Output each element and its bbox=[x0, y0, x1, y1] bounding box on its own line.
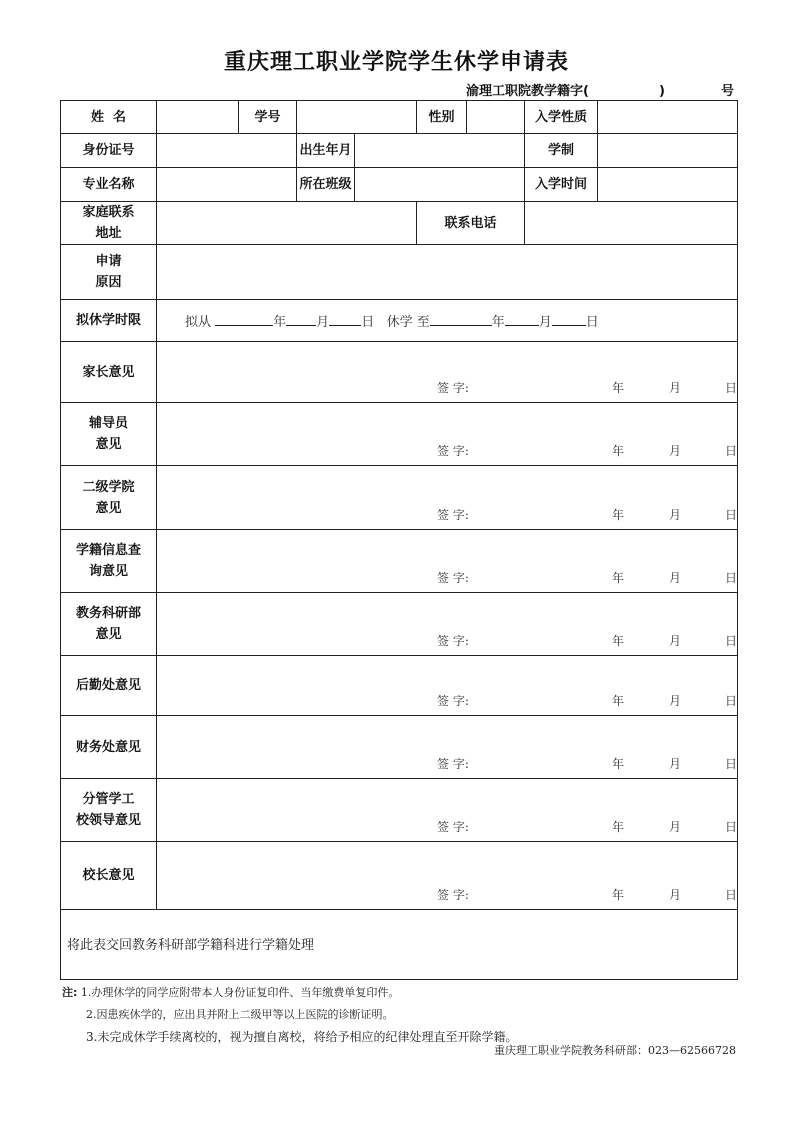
signature-line bbox=[437, 755, 738, 772]
opinion-label-line2: 校领导意见 bbox=[75, 813, 141, 828]
enroll-time-field[interactable] bbox=[598, 168, 738, 202]
signature-label: 签 字: bbox=[437, 508, 469, 522]
address-label bbox=[61, 202, 157, 245]
opinion-label bbox=[61, 842, 157, 910]
signature-year: 年 bbox=[612, 508, 625, 522]
note-1 bbox=[62, 982, 517, 1004]
opinion-label-line1: 后勤处意见 bbox=[75, 678, 141, 693]
opinion-field[interactable] bbox=[157, 593, 738, 656]
opinion-row bbox=[61, 842, 738, 910]
duration-field[interactable] bbox=[598, 134, 738, 168]
student-no-label: 学号 bbox=[239, 101, 297, 134]
footer-instruction bbox=[61, 910, 738, 980]
opinion-label bbox=[61, 716, 157, 779]
period-start-month-blank[interactable] bbox=[286, 313, 316, 326]
address-label-line1: 家庭联系 bbox=[82, 205, 135, 220]
opinion-label-line2: 意见 bbox=[95, 500, 122, 516]
opinion-field[interactable] bbox=[157, 466, 738, 530]
class-label: 所在班级 bbox=[297, 168, 355, 202]
signature-line bbox=[437, 692, 738, 709]
period-day-text: 日 bbox=[361, 315, 375, 330]
period-month2-text: 月 bbox=[538, 315, 552, 330]
signature-line bbox=[437, 818, 738, 835]
row-major-info bbox=[61, 168, 738, 202]
address-label-line2: 地址 bbox=[95, 226, 122, 241]
signature-line bbox=[437, 632, 738, 649]
signature-day: 日 bbox=[725, 381, 738, 395]
opinion-row bbox=[61, 716, 738, 779]
opinion-label bbox=[61, 342, 157, 403]
period-end-month-blank[interactable] bbox=[505, 313, 539, 326]
opinion-field[interactable] bbox=[157, 779, 738, 842]
name-label: 姓 名 bbox=[61, 101, 157, 134]
enroll-type-label: 入学性质 bbox=[525, 101, 598, 134]
enroll-time-label: 入学时间 bbox=[525, 168, 598, 202]
signature-month: 月 bbox=[669, 571, 682, 585]
period-end-year-blank[interactable] bbox=[430, 313, 492, 326]
signature-year: 年 bbox=[612, 888, 625, 902]
signature-month: 月 bbox=[669, 381, 682, 395]
signature-month: 月 bbox=[669, 508, 682, 522]
signature-year: 年 bbox=[612, 634, 625, 648]
period-start-day-blank[interactable] bbox=[329, 313, 361, 326]
address-field[interactable] bbox=[157, 202, 417, 245]
id-label: 身份证号 bbox=[61, 134, 157, 168]
notes bbox=[62, 982, 517, 1048]
signature-year: 年 bbox=[612, 694, 625, 708]
contact-info: 重庆理工职业学院教务科研部：023—62566728 bbox=[494, 1044, 736, 1057]
signature-month: 月 bbox=[669, 634, 682, 648]
signature-label: 签 字: bbox=[437, 381, 469, 395]
row-basic-info bbox=[61, 101, 738, 134]
birth-field[interactable] bbox=[355, 134, 525, 168]
period-year2-text: 年 bbox=[491, 315, 505, 330]
signature-label: 签 字: bbox=[437, 694, 469, 708]
reason-label bbox=[61, 245, 157, 300]
gender-label: 性别 bbox=[417, 101, 467, 134]
form-title: 重庆理工职业学院学生休学申请表 bbox=[223, 50, 569, 75]
opinion-label bbox=[61, 593, 157, 656]
application-table bbox=[60, 100, 738, 980]
opinion-row bbox=[61, 530, 738, 593]
opinion-label-line1: 教务科研部 bbox=[75, 606, 141, 621]
opinion-field[interactable] bbox=[157, 716, 738, 779]
signature-month: 月 bbox=[669, 888, 682, 902]
opinion-row bbox=[61, 466, 738, 530]
footer-instruction-text: 将此表交回教务科研部学籍科进行学籍处理 bbox=[67, 938, 315, 953]
signature-year: 年 bbox=[612, 757, 625, 771]
signature-month: 月 bbox=[669, 820, 682, 834]
note-3: 3.未完成休学手续离校的，视为擅自离校，将给予相应的纪律处理直至开除学籍。 bbox=[86, 1030, 518, 1044]
opinion-label-line1: 学籍信息查 bbox=[75, 543, 141, 558]
signature-month: 月 bbox=[669, 757, 682, 771]
opinion-label bbox=[61, 656, 157, 716]
opinion-label-line1: 财务处意见 bbox=[75, 739, 141, 755]
opinion-label bbox=[61, 466, 157, 530]
footer-row bbox=[61, 910, 738, 980]
period-start-year-blank[interactable] bbox=[215, 313, 273, 326]
opinion-label bbox=[61, 403, 157, 466]
signature-day: 日 bbox=[725, 757, 738, 771]
signature-label: 签 字: bbox=[437, 634, 469, 648]
period-year-text: 年 bbox=[273, 315, 287, 330]
opinion-field[interactable] bbox=[157, 530, 738, 593]
opinion-label-line1: 校长意见 bbox=[82, 868, 135, 883]
opinion-field[interactable] bbox=[157, 842, 738, 910]
doc-number-suffix: 号 bbox=[720, 84, 734, 99]
period-label: 拟休学时限 bbox=[61, 300, 157, 342]
row-period bbox=[61, 300, 738, 342]
signature-label: 签 字: bbox=[437, 444, 469, 458]
note-1-text: 1.办理休学的同学应附带本人身份证复印件、当年缴费单复印件。 bbox=[80, 986, 400, 999]
signature-label: 签 字: bbox=[437, 888, 469, 902]
opinion-label-line2: 意见 bbox=[95, 437, 122, 452]
signature-line bbox=[437, 886, 738, 903]
signature-label: 签 字: bbox=[437, 571, 469, 585]
signature-day: 日 bbox=[725, 634, 738, 648]
student-no-field[interactable] bbox=[297, 101, 417, 134]
phone-field[interactable] bbox=[525, 202, 738, 245]
birth-label: 出生年月 bbox=[297, 134, 355, 168]
row-id-info bbox=[61, 134, 738, 168]
name-field[interactable] bbox=[157, 101, 239, 134]
id-field[interactable] bbox=[157, 134, 297, 168]
signature-day: 日 bbox=[725, 694, 738, 708]
period-end-day-blank[interactable] bbox=[552, 313, 586, 326]
opinion-label-line1: 分管学工 bbox=[82, 792, 135, 807]
signature-year: 年 bbox=[612, 381, 625, 395]
row-reason bbox=[61, 245, 738, 300]
opinion-label-line2: 询意见 bbox=[88, 564, 128, 579]
opinion-label bbox=[61, 779, 157, 842]
period-from-text: 拟从 bbox=[185, 315, 212, 330]
class-field[interactable] bbox=[355, 168, 525, 202]
opinion-row bbox=[61, 656, 738, 716]
opinion-label-line2: 意见 bbox=[95, 627, 122, 642]
enroll-type-field[interactable] bbox=[598, 101, 738, 134]
doc-number-prefix: 渝理工职院教学籍字 bbox=[466, 84, 584, 99]
major-label: 专业名称 bbox=[61, 168, 157, 202]
opinion-label-line1: 二级学院 bbox=[82, 479, 135, 495]
opinion-field[interactable] bbox=[157, 403, 738, 466]
signature-year: 年 bbox=[612, 444, 625, 458]
opinion-row bbox=[61, 403, 738, 466]
row-contact-info bbox=[61, 202, 738, 245]
signature-day: 日 bbox=[725, 888, 738, 902]
signature-month: 月 bbox=[669, 694, 682, 708]
doc-number-close: ) bbox=[658, 84, 665, 99]
opinion-row bbox=[61, 779, 738, 842]
opinion-label bbox=[61, 530, 157, 593]
signature-year: 年 bbox=[612, 571, 625, 585]
signature-month: 月 bbox=[669, 444, 682, 458]
opinion-field[interactable] bbox=[157, 656, 738, 716]
signature-day: 日 bbox=[725, 444, 738, 458]
gender-field[interactable] bbox=[467, 101, 525, 134]
signature-line bbox=[437, 442, 738, 459]
signature-day: 日 bbox=[725, 508, 738, 522]
period-day2-text: 日 bbox=[585, 315, 599, 330]
signature-year: 年 bbox=[612, 820, 625, 834]
period-field bbox=[157, 300, 738, 342]
major-field[interactable] bbox=[157, 168, 297, 202]
reason-label-line1: 申请 bbox=[95, 254, 122, 269]
opinion-field[interactable] bbox=[157, 342, 738, 403]
opinion-label-line1: 家长意见 bbox=[82, 364, 135, 380]
signature-line bbox=[437, 379, 738, 396]
signature-line bbox=[437, 506, 738, 523]
note-2: 2.因患疾休学的，应出具并附上二级甲等以上医院的诊断证明。 bbox=[86, 1008, 394, 1021]
period-month-text: 月 bbox=[316, 315, 330, 330]
signature-day: 日 bbox=[725, 820, 738, 834]
notes-label: 注: bbox=[62, 986, 78, 999]
signature-line bbox=[437, 569, 738, 586]
signature-label: 签 字: bbox=[437, 820, 469, 834]
opinion-label-line1: 辅导员 bbox=[88, 416, 128, 431]
phone-label: 联系电话 bbox=[417, 202, 525, 245]
opinion-row bbox=[61, 342, 738, 403]
document-number bbox=[466, 80, 738, 99]
signature-day: 日 bbox=[725, 571, 738, 585]
duration-label: 学制 bbox=[525, 134, 598, 168]
reason-label-line2: 原因 bbox=[95, 275, 122, 290]
opinion-row bbox=[61, 593, 738, 656]
period-to-text: 休学 至 bbox=[386, 315, 430, 330]
reason-field[interactable] bbox=[157, 245, 738, 300]
signature-label: 签 字: bbox=[437, 757, 469, 771]
doc-number-open: ( bbox=[583, 84, 589, 99]
